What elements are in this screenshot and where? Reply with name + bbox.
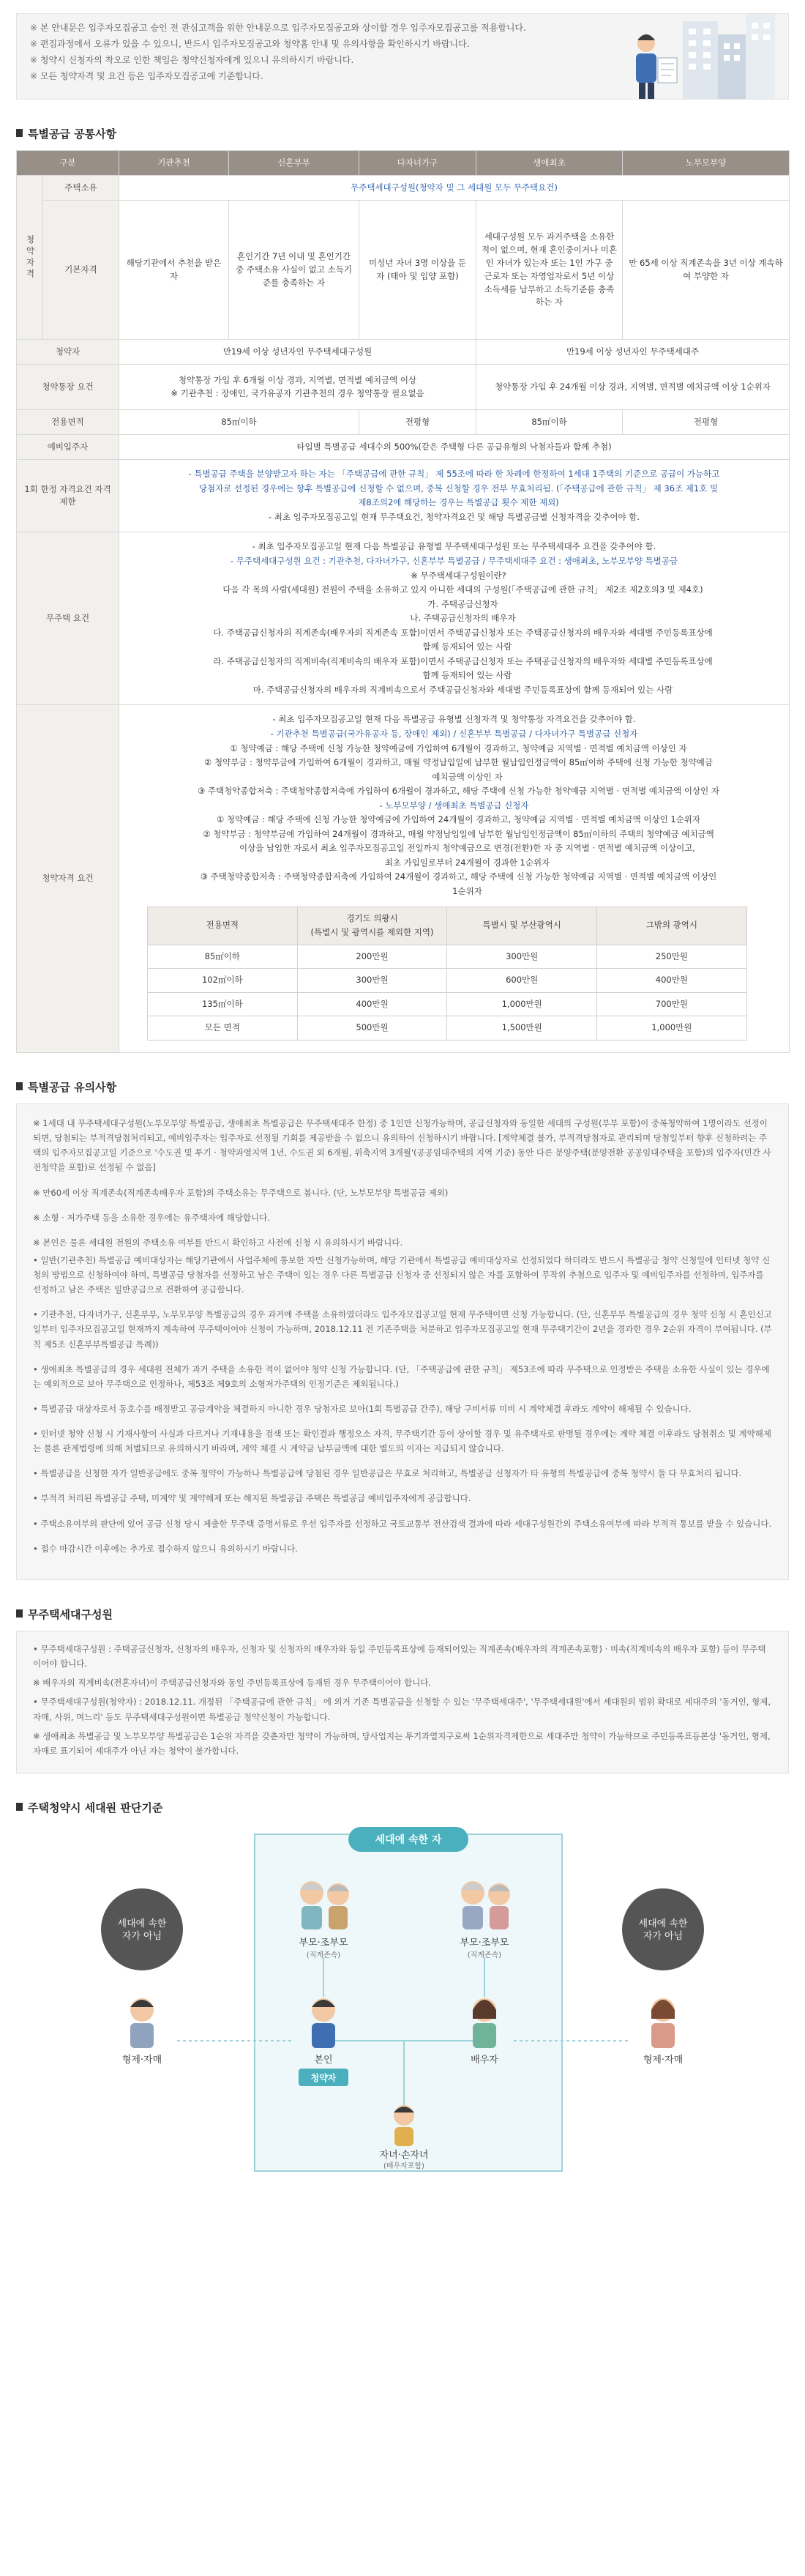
account-left: 만19세 이상 성년자인 무주택세대구성원	[119, 340, 476, 365]
text-line: ② 청약부금 : 청약부금에 가입하여 24개월이 경과하고, 매월 약정납입일에 납부한 월납입인정금액이 85㎡이하의 주택의 청약예금 예치금액	[203, 828, 714, 839]
text-line: 가. 주택공급신청자	[427, 598, 498, 609]
notice-box	[16, 13, 789, 100]
children-sub-label: (배우자포함)	[383, 2162, 425, 2171]
table-header-row	[17, 151, 790, 176]
deposit-cell: 300만원	[447, 945, 597, 969]
savings-right: 청약통장 가입 후 24개월 이상 경과, 지역별, 면적별 예치금액 이상 1순위자	[476, 365, 790, 410]
text-line: 예치금액 이상인 자	[432, 771, 503, 782]
siblings-right-label: 형제·자매	[643, 2055, 684, 2066]
header-cell: 구분	[17, 151, 119, 176]
row-label: 청약자격 요건	[17, 705, 119, 1052]
deposit-cell: 700만원	[597, 992, 747, 1016]
deposit-header: 경기도 의왕시 (특별시 및 광역시를 제외한 지역)	[297, 907, 447, 945]
deposit-table	[147, 907, 747, 1041]
table-row	[17, 435, 790, 460]
table-row	[17, 705, 790, 1052]
qualification-text	[119, 705, 790, 1052]
section-title: 주택청약시 세대원 판단기준	[16, 1800, 789, 1817]
basic-cell: 세대구성원 모두 과거주택을 소유한 적이 없으며, 현재 혼인중이거나 미혼인 자녀가 있는자 또는 1인 가구 중 근로자 또는 자영업자로서 5년 이상 소득세를 납부하고 소득기준를 충족하는 자	[476, 201, 623, 340]
row-label: 전용면적	[17, 410, 119, 435]
common-requirements-table	[16, 150, 790, 1053]
text-line: ① 청약예금 : 해당 주택에 신청 가능한 청약예금에 가입하여 6개월이 경과하고, 청약예금 지역별 · 면적별 예치금액 이상인 자	[230, 742, 687, 753]
text-line: - 최초 입주자모집공고일 현재 무주택요건, 청약자격요건 및 해당 특별공급별 신청자격을 갖추어야 함.	[268, 511, 640, 522]
siblings-right-person-icon	[651, 1998, 675, 2048]
text-line: - 최초 입주자모집공고일 현재 다음 특별공급 유형별 신청자격 및 청약통장 자격요건을 갖추어야 함.	[272, 714, 636, 725]
deposit-row	[148, 992, 747, 1016]
deposit-header-row	[148, 907, 747, 945]
apartment-illustration	[595, 14, 778, 100]
savings-left-note: ※ 기관추천 : 장애인, 국가유공자 기관추천의 경우 청약통장 필요없음	[171, 387, 424, 398]
children-label: 자녀·손자녀	[379, 2150, 429, 2162]
row-label: 청약통장 요건	[17, 365, 119, 410]
table-row	[17, 365, 790, 410]
box-paragraph: • 무주택세대구성원 : 주택공급신청자, 신청자의 배우자, 신청자 및 신청자의 배우자와 동일 주민등록표상에 등재되어있는 직계존속(배우자의 직계존속포함) · 비속(직계비속의 배우자 포함) 등이 무주택이어야 합니다.	[33, 1644, 766, 1669]
caution-paragraph: • 접수 마감시간 이후에는 추가로 접수하지 않으니 유의하시기 바랍니다.	[33, 1543, 298, 1554]
savings-left-line: 청약통장 가입 후 6개월 이상 경과, 지역별, 면적별 예치금액 이상	[178, 374, 417, 385]
area-cell: 전평형	[623, 410, 790, 435]
notice-item: ※ 청약시 신청자의 착오로 인한 책임은 청약신청자에게 있으니 유의하시기 바랍니다.	[30, 52, 586, 68]
header-cell: 신혼부부	[229, 151, 359, 176]
row-label: 1회 한정 자격요건 자격제한	[17, 460, 119, 532]
page	[0, 13, 805, 2178]
caution-paragraph: • 주택소유여부의 판단에 있어 공급 신청 당시 제출한 무주택 증명서류로 우선 입주자를 선정하고 국토교통부 전산검색 결과에 따라 세대구성원간의 주택소유여부에 따라 부적격 통보를 받을 수 있습니다.	[33, 1518, 772, 1529]
text-line: 최초 가입일로부터 24개월이 경과한 1순위자	[384, 857, 550, 868]
notice-item: ※ 본 안내문은 입주자모집공고 승인 전 관심고객을 위한 안내문으로 입주자모집공고와 상이할 경우 입주자모집공고를 적용합니다.	[30, 20, 586, 36]
row-label: 예비입주자	[17, 435, 119, 460]
text-line: - 최초 입주자모집공고일 현재 다음 특별공급 유형별 무주택세대구성원 또는 무주택세대주 요건을 갖추어야 함.	[252, 541, 656, 552]
area-cell: 85㎡이하	[476, 410, 623, 435]
deposit-cell: 85㎡이하	[148, 945, 298, 969]
header-cell: 기관추천	[119, 151, 229, 176]
text-line: 당첨자로 선정된 경우에는 향후 특별공급에 신청할 수 없으며, 중복 신청할 경우 전부 무효처리됨. (「주택공급에 관한 규칙」 제 36조 제1호 및	[198, 483, 719, 494]
parents-label: 부모·조부모	[299, 1937, 348, 1949]
text-line: 함께 등재되어 있는 사람	[422, 641, 512, 652]
not-household-left	[101, 1888, 183, 1970]
deposit-cell: 250만원	[597, 945, 747, 969]
area-cell: 85㎡이하	[119, 410, 359, 435]
area-cell: 전평형	[359, 410, 476, 435]
row-group-label: 청약자격	[17, 176, 43, 340]
header-cell: 노부모부양	[623, 151, 790, 176]
deposit-header: 그밖의 광역시	[597, 907, 747, 945]
in-law-parents-label: 부모·조부모	[460, 1937, 509, 1949]
deposit-row	[148, 1016, 747, 1041]
text-line: 다. 주택공급신청자의 직계존속(배우자의 직계존속 포함)이면서 주택공급신청자 또는 주택공급신청자의 배우자와 세대별 주민등록표상에	[213, 627, 713, 638]
notice-list	[30, 20, 586, 84]
caution-paragraph: • 특별공급을 신청한 자가 일반공급에도 중복 청약이 가능하나 특별공급에 당첨된 경우 일반공급은 무효로 처리하고, 특별공급 신청자가 타 유형의 특별공급에 중복 청약시 둘 다 무효처리 됩니다.	[33, 1468, 742, 1479]
caution-paragraph: • 인터넷 청약 신청 시 기재사항이 사실과 다르거나 기재내용을 검색 또는 확인결과 행정오소 자격, 무주택기간 등이 상이할 경우 및 유주택자로 판명될 경우에는 계약 체결 이후라도 당첨취소 및 계약해제는 물론 관계법령에 의해 처벌되므로 유의하시기 바라며, 계약 체결 시 계약금 납부금액에 대한 별도의 이자는 지급되지 않습니다.	[33, 1429, 771, 1454]
row-label: 주택소유	[43, 176, 119, 201]
caution-paragraph: • 부적격 처리된 특별공급 주택, 미계약 및 계약해제 또는 해지된 특별공급 주택은 특별공급 예비입주자에게 공급합니다.	[33, 1493, 471, 1504]
text-line: 1순위자	[452, 886, 482, 897]
box-paragraph: ※ 생애최초 특별공급 및 노부모부양 특별공급은 1순위 자격을 갖춘자만 청약이 가능하며, 당사업지는 투기과열지구로써 1순위자격제한으로 세대주만 청약이 가능하므로 주민등록표등본상 '동거인, 형제, 자매로 표기되어 세대주가 아닌 자는 청약이 불가합니다.	[33, 1730, 771, 1756]
siblings-left-label: 형제·자매	[121, 2055, 162, 2066]
row-label: 무주택 요건	[17, 532, 119, 705]
not-household-label: 세대에 속한 자가 아님	[117, 1918, 167, 1943]
table-row	[17, 201, 790, 340]
deposit-cell: 1,000만원	[447, 992, 597, 1016]
deposit-cell: 135㎡이하	[148, 992, 298, 1016]
caution-box	[16, 1103, 789, 1580]
not-household-right	[622, 1888, 704, 1970]
text-line: ※ 무주택세대구성원이란?	[411, 570, 506, 581]
self-label: 본인	[314, 2055, 333, 2066]
text-line: 함께 등재되어 있는 사람	[422, 670, 512, 681]
caution-paragraph: ※ 1세대 내 무주택세대구성원(노부모부양 특별공급, 생애최초 특별공급은 무주택세대주 한정) 중 1인만 신청가능하며, 공급신청자와 동일한 세대의 구성원(부부 포함)이 중복청약하여 1명이라도 선정이 되면, 당첨되는 부적격당첨처리되고, 예비입주자는 입주자로 선정될 기회를 제공받을 수 없으니 유의하여 신청하시기 바랍니다. [계약체결 불가, 부적격당첨자로 관리되며 당첨일부터 향후 신청하려는 주택의 입주자모집공고일 기준으로 '수도권 및 투기 · 청약과열지역 1년, 수도권 외 6개월, 위축지역 3개월'(공공임대주택의 지역 기준) 동안 다른 분양주택(분양전환 공공임대주택을 포함)의 입주자(민간 사전청약을 포함)로 선정될 수 없음]	[33, 1118, 771, 1173]
applicant-label: 청약자	[310, 2073, 337, 2084]
text-line: - 특별공급 주택을 분양받고자 하는 자는 「주택공급에 관한 규칙」 제 55조에 따라 한 차례에 한정하여 1세대 1주택의 기준으로 공급이 가능하고	[188, 469, 720, 480]
reserve-value: 타입별 특별공급 세대수의 500%(같은 주택형 다른 공급유형의 낙첨자들과 함께 추첨)	[119, 435, 790, 460]
row-label: 기본자격	[43, 201, 119, 340]
caution-paragraph: ※ 소형 · 저가주택 등을 소유한 경우에는 유주택자에 해당합니다.	[33, 1212, 270, 1223]
deposit-cell: 102㎡이하	[148, 969, 298, 993]
text-line: 마. 주택공급신청자의 배우자의 직계비속으로서 주택공급신청자와 세대별 주민등록표상에 함께 등재되어 있는 사람	[252, 684, 673, 695]
text-line: 이상을 납입한 자로서 최초 입주자모집공고일 전일까지 청약예금으로 변경(전환)한 자 중 지역별 · 면적별 예치금액 이상이고,	[239, 843, 695, 854]
homeless-text	[119, 532, 790, 705]
deposit-cell: 1,500만원	[447, 1016, 597, 1041]
spouse-label: 배우자	[471, 2055, 498, 2066]
table-row	[17, 410, 790, 435]
basic-cell: 혼인기간 7년 이내 및 혼인기간 중 주택소유 사실이 없고 소득기준를 충족하는 자	[229, 201, 359, 340]
deposit-row	[148, 969, 747, 993]
box-paragraph: ※ 배우자의 직계비속(전혼자녀)이 주택공급신청자와 동일 주민등록표상에 등재된 경우 무주택이어야 합니다.	[33, 1678, 431, 1689]
basic-cell: 해당기관에서 추천을 받은 자	[119, 201, 229, 340]
basic-cell: 미성년 자녀 3명 이상을 둔 자 (태아 및 입양 포함)	[359, 201, 476, 340]
deposit-cell: 모든 면적	[148, 1016, 298, 1041]
text-line: ① 청약예금 : 해당 주택에 신청 가능한 청약예금에 가입하여 24개월이 경과하고, 청약예금 지역별 · 면적별 예치금액 이상인 1순위자	[216, 814, 701, 825]
box-paragraph: • 무주택세대구성원(청약자) : 2018.12.11. 개정된 「주택공급에 관한 규칙」 에 의거 기존 특별공급을 신청할 수 있는 '무주택세대주', '무주택세대원'에서 세대원의 범위 확대로 세대주의 '동거인, 형제, 자매, 사위, 며느리' 등도 무주택세대구성원이면 특별공급 청약신청이 가능합니다.	[33, 1697, 771, 1722]
in-law-parents-sub-label: (직계존속)	[467, 1951, 502, 1960]
section-title: 특별공급 유의사항	[16, 1079, 789, 1096]
table-row	[17, 460, 790, 532]
caution-paragraph: ※ 본인은 물론 세대원 전원의 주택소유 여부를 반드시 확인하고 사전에 신청 시 유의하시기 바랍니다.	[33, 1237, 403, 1248]
caution-paragraph: • 특별공급 대상자로서 동호수를 배정받고 공급계약을 체결하지 아니한 경우 당첨자로 보아(1회 특별공급 간주), 해당 구비서류 미비 시 계약체결 후라도 계약이 해제될 수 있습니다.	[33, 1403, 692, 1414]
text-line: ③ 주택청약종합저축 : 주택청약종합저축에 가입하여 6개월이 경과하고, 해당 주택에 신청 가능한 청약예금 지역별 · 면적별 예치금액 이상인 자	[197, 786, 720, 797]
section-title: 무주택세대구성원	[16, 1607, 789, 1623]
household-diagram	[16, 1827, 789, 2178]
text-line: ③ 주택청약종합저축 : 주택청약종합저축에 가입하여 24개월이 경과하고, 해당 주택에 신청 가능한 청약예금 지역별 · 면적별 예치금액 이상인	[200, 871, 717, 882]
deposit-row	[148, 945, 747, 969]
notice-item: ※ 모든 청약자격 및 요건 등은 입주자모집공고에 기준합니다.	[30, 68, 586, 84]
text-line: 라. 주택공급신청자의 직계비속(직계비속의 배우자 포함)이면서 주택공급신청자 또는 주택공급신청자의 배우자와 세대별 주민등록표상에	[213, 655, 713, 666]
row-label: 청약자	[17, 340, 119, 365]
caution-paragraph: • 기관추천, 다자녀가구, 신혼부부, 노부모부양 특별공급의 경우 과거에 주택을 소유하였더라도 입주자모집공고일 현재 무주택이면 신청 가능합니다. (단, 신혼부부 특별공급의 경우 청약 신청 시 혼인신고일부터 입주자모집공고일 현재까지 계속하여 무주택이어야 신청이 가능하며, 2018.12.11 전 기존주택을 처분하고 입주자모집공고일 현재 무주택기간이 2년을 경과한 경우 2순위 자격이 부여됩니다. (부칙 제5조 신혼부부특별공급 특례))	[33, 1309, 772, 1350]
household-diagram-svg	[16, 1827, 789, 2178]
deposit-header: 전용면적	[148, 907, 298, 945]
text-line: - 기관추천 특별공급(국가유공자 등, 장애인 제외) / 신혼부부 특별공급 / 다자녀가구 특별공급 신청자	[270, 729, 638, 739]
text-line: - 무주택세대구성원 요건 : 기관추천, 다자녀가구, 신혼부부 특별공급 / 무주택세대주 요건 : 생애최초, 노부모부양 특별공급	[230, 555, 678, 566]
text-line: - 노부모부양 / 생애최초 특별공급 신청자	[379, 800, 529, 811]
account-right: 만19세 이상 성년자인 무주택세대주	[476, 340, 790, 365]
deposit-cell: 400만원	[297, 992, 447, 1016]
notice-item: ※ 편집과정에서 오류가 있을 수 있으니, 반드시 입주자모집공고와 청약홈 안내 및 유의사항을 확인하시기 바랍니다.	[30, 36, 586, 52]
once-limit-text	[119, 460, 790, 532]
text-line: 제8조의2에 해당하는 경우는 특별공급 횟수 제한 제외)	[358, 497, 559, 508]
text-line: ② 청약부금 : 청약부금에 가입하여 6개월이 경과하고, 매월 약정납입일에 납부한 월납입인정금액이 85㎡이하 주택에 신청 가능한 청약예금	[204, 757, 713, 768]
deposit-cell: 500만원	[297, 1016, 447, 1041]
caution-paragraph: ※ 만60세 이상 직계존속(직계존속배우자 포함)의 주택소유는 무주택으로 봅니다. (단, 노부모부양 특별공급 제외)	[33, 1187, 449, 1198]
housing-value: 무주택세대구성원(청약자 및 그 세대원 모두 무주택요건)	[119, 176, 790, 201]
deposit-cell: 400만원	[597, 969, 747, 993]
header-cell: 생애최초	[476, 151, 623, 176]
savings-left	[119, 365, 476, 410]
text-line: 나. 주택공급신청자의 배우자	[410, 613, 516, 624]
header-cell: 다자녀가구	[359, 151, 476, 176]
siblings-left-person-icon	[130, 1998, 154, 2048]
caution-paragraph: • 일반(기관추천) 특별공급 예비대상자는 해당기관에서 사업주체에 통보한 자만 신청가능하며, 해당 기관에서 특별공급 예비대상자로 선정되었다 하더라도 반드시 특별공급 청약 신청일에 인터넷 청약 신청의 방법으로 신청하여야 하며, 특별공급 당첨자를 선정하고 남은 주택이 있는 경우 다른 특별공급 신청자 중 선정되지 않은 자를 포함하여 무작위 추첨으로 입주자 및 예비입주자를 선정하며, 입주자를 선정하고 남은 주택은 일반공급으로 전환하여 공급합니다.	[33, 1254, 771, 1295]
basic-cell: 만 65세 이상 직계존속을 3년 이상 계속하여 부양한 자	[623, 201, 790, 340]
deposit-cell: 300만원	[297, 969, 447, 993]
text-line: 다음 각 목의 사람(세대원) 전원이 주택을 소유하고 있지 아니한 세대의 구성원(「주택공급에 관한 규칙」 제2조 제2호의3 및 제4호)	[222, 584, 703, 595]
deposit-header: 특별시 및 부산광역시	[447, 907, 597, 945]
table-row	[17, 176, 790, 201]
household-member-box	[16, 1631, 789, 1773]
parents-sub-label: (직계존속)	[306, 1951, 341, 1960]
not-household-label: 세대에 속한 자가 아님	[638, 1918, 688, 1943]
table-row	[17, 340, 790, 365]
deposit-cell: 1,000만원	[597, 1016, 747, 1041]
deposit-cell: 200만원	[297, 945, 447, 969]
deposit-cell: 600만원	[447, 969, 597, 993]
section-title: 특별공급 공통사항	[16, 126, 789, 143]
table-row	[17, 532, 790, 705]
household-label: 세대에 속한 자	[375, 1834, 442, 1847]
caution-paragraph: • 생애최초 특별공급의 경우 세대원 전체가 과거 주택을 소유한 적이 없어야 청약 신청 가능합니다. (단, 「주택공급에 관한 규칙」 제53조에 따라 무주택으로 인정받은 주택을 소유한 사실이 있는 경우에는 예외적으로 보아 무주택으로 인정하나, 제53조 제9호의 소형저가주택의 인정기준은 제외됩니다.)	[33, 1363, 770, 1389]
